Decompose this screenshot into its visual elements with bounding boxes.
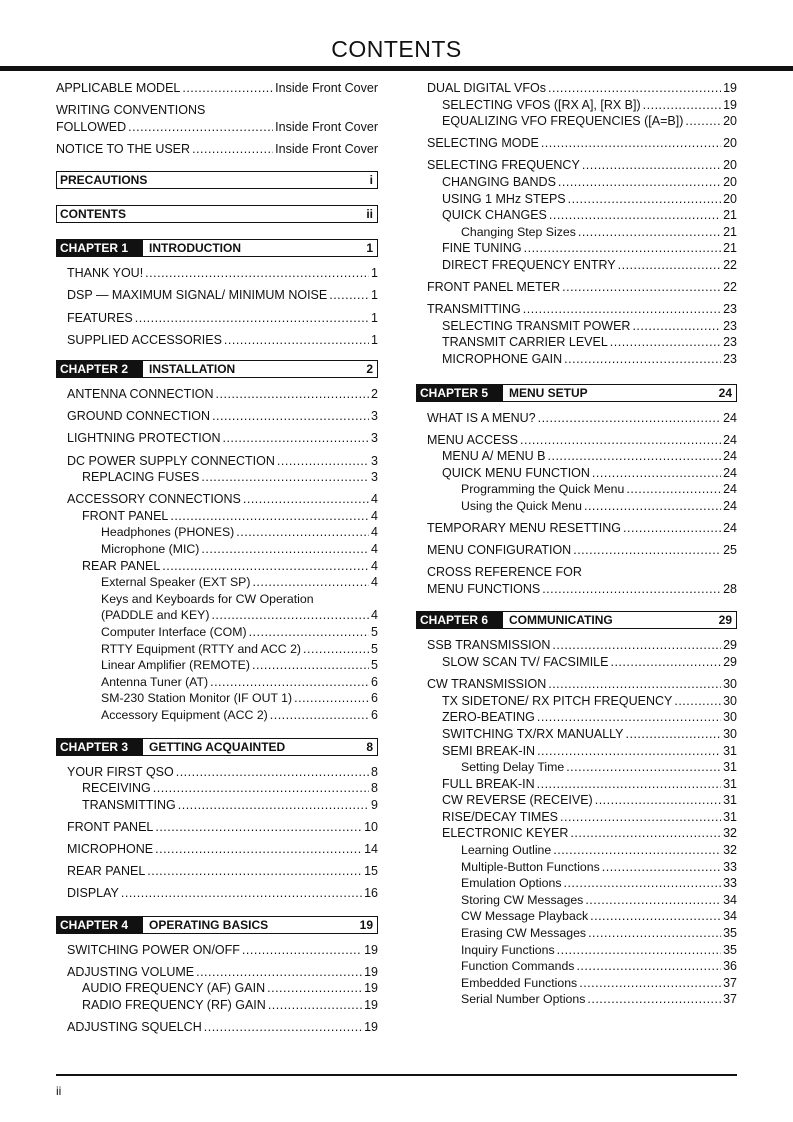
toc-entry[interactable]: SELECTING FREQUENCY ..... 20 (416, 157, 737, 174)
toc-entry[interactable]: SELECTING MODE ..... 20 (416, 135, 737, 152)
left-column (56, 80, 378, 1036)
toc-entry[interactable]: RISE/DECAY TIMES ..... 31 (416, 809, 737, 826)
toc-entry[interactable]: Programming the Quick Menu ..... 24 (416, 481, 737, 498)
toc-entry[interactable]: CW TRANSMISSION ..... 30 (416, 676, 737, 693)
chapter-6-header[interactable]: CHAPTER 6 COMMUNICATING 29 (416, 611, 737, 629)
toc-entry[interactable]: SM-230 Station Monitor (IF OUT 1) ..... 6 (56, 690, 378, 707)
toc-entry[interactable]: REPLACING FUSES ..... 3 (56, 469, 378, 486)
footer-rule (56, 1074, 737, 1076)
toc-entry[interactable]: Accessory Equipment (ACC 2) ..... 6 (56, 707, 378, 724)
toc-entry[interactable]: Computer Interface (COM) ..... 5 (56, 624, 378, 641)
chapter-2-header[interactable]: CHAPTER 2 INSTALLATION 2 (56, 360, 378, 378)
toc-entry[interactable]: SELECTING TRANSMIT POWER ..... 23 (416, 318, 737, 335)
toc-entry[interactable]: NOTICE TO THE USER ..... Inside Front Cover (56, 141, 378, 158)
toc-entry[interactable]: Changing Step Sizes ..... 21 (416, 224, 737, 241)
toc-entry[interactable]: DIRECT FREQUENCY ENTRY ..... 22 (416, 257, 737, 274)
toc-entry[interactable]: LIGHTNING PROTECTION ..... 3 (56, 430, 378, 447)
toc-entry[interactable]: QUICK MENU FUNCTION ..... 24 (416, 465, 737, 482)
toc-entry[interactable]: SWITCHING POWER ON/OFF ..... 19 (56, 942, 378, 959)
toc-entry[interactable]: WHAT IS A MENU? ..... 24 (416, 410, 737, 427)
toc-entry[interactable]: RECEIVING ..... 8 (56, 780, 378, 797)
chapter-4-header[interactable]: CHAPTER 4 OPERATING BASICS 19 (56, 916, 378, 934)
toc-entry[interactable]: Microphone (MIC) ..... 4 (56, 541, 378, 558)
toc-entry[interactable]: FRONT PANEL ..... 10 (56, 819, 378, 836)
toc-entry[interactable]: FEATURES ..... 1 (56, 310, 378, 327)
toc-entry[interactable]: TRANSMITTING ..... 9 (56, 797, 378, 814)
toc-entry[interactable]: TEMPORARY MENU RESETTING ..... 24 (416, 520, 737, 537)
toc-entry[interactable]: RTTY Equipment (RTTY and ACC 2) ..... 5 (56, 641, 378, 658)
contents-header[interactable]: CONTENTS ii (56, 205, 378, 223)
toc-entry[interactable]: Inquiry Functions ..... 35 (416, 942, 737, 959)
toc-entry[interactable]: Serial Number Options ..... 37 (416, 991, 737, 1008)
chapter-3-header[interactable]: CHAPTER 3 GETTING ACQUAINTED 8 (56, 738, 378, 756)
toc-entry[interactable]: Embedded Functions ..... 37 (416, 975, 737, 992)
toc-entry[interactable]: APPLICABLE MODEL ..... Inside Front Cover (56, 80, 378, 97)
toc-entry[interactable]: SWITCHING TX/RX MANUALLY ..... 30 (416, 726, 737, 743)
toc-entry[interactable]: Multiple-Button Functions ..... 33 (416, 859, 737, 876)
toc-entry[interactable]: CROSS REFERENCE FOR MENU FUNCTIONS ..... 28 (416, 564, 737, 597)
toc-entry[interactable]: Antenna Tuner (AT) ..... 6 (56, 674, 378, 691)
toc-entry[interactable]: CW Message Playback ..... 34 (416, 908, 737, 925)
toc-entry[interactable]: Linear Amplifier (REMOTE) ..... 5 (56, 657, 378, 674)
toc-entry[interactable]: FRONT PANEL ..... 4 (56, 508, 378, 525)
toc-entry[interactable]: MENU A/ MENU B ..... 24 (416, 448, 737, 465)
toc-entry[interactable]: TRANSMIT CARRIER LEVEL ..... 23 (416, 334, 737, 351)
chapter-5-header[interactable]: CHAPTER 5 MENU SETUP 24 (416, 384, 737, 402)
toc-entry[interactable]: DISPLAY ..... 16 (56, 885, 378, 902)
precautions-header[interactable]: PRECAUTIONS i (56, 171, 378, 189)
toc-entry[interactable]: DSP — MAXIMUM SIGNAL/ MINIMUM NOISE ..... 1 (56, 287, 378, 304)
toc-entry[interactable]: YOUR FIRST QSO ..... 8 (56, 764, 378, 781)
toc-entry[interactable]: Keys and Keyboards for CW Operation (PADDLE and KEY) ..... 4 (56, 591, 378, 624)
toc-entry[interactable]: Emulation Options ..... 33 (416, 875, 737, 892)
toc-entry[interactable]: Storing CW Messages ..... 34 (416, 892, 737, 909)
toc-entry[interactable]: MENU ACCESS ..... 24 (416, 432, 737, 449)
toc-entry[interactable]: QUICK CHANGES ..... 21 (416, 207, 737, 224)
toc-entry[interactable]: SLOW SCAN TV/ FACSIMILE ..... 29 (416, 654, 737, 671)
toc-entry[interactable]: FINE TUNING ..... 21 (416, 240, 737, 257)
toc-entry[interactable]: MICROPHONE GAIN ..... 23 (416, 351, 737, 368)
toc-entry[interactable]: Function Commands ..... 36 (416, 958, 737, 975)
toc-entry[interactable]: Headphones (PHONES) ..... 4 (56, 524, 378, 541)
toc-entry[interactable]: REAR PANEL ..... 4 (56, 558, 378, 575)
toc-entry[interactable]: MICROPHONE ..... 14 (56, 841, 378, 858)
page-title: CONTENTS (331, 36, 462, 62)
toc-entry[interactable]: MENU CONFIGURATION ..... 25 (416, 542, 737, 559)
toc-entry[interactable]: ZERO-BEATING ..... 30 (416, 709, 737, 726)
toc-entry[interactable]: ADJUSTING VOLUME ..... 19 (56, 964, 378, 981)
toc-entry[interactable]: THANK YOU! ..... 1 (56, 265, 378, 282)
toc-entry[interactable]: AUDIO FREQUENCY (AF) GAIN ..... 19 (56, 980, 378, 997)
toc-entry[interactable]: ELECTRONIC KEYER ..... 32 (416, 825, 737, 842)
toc-entry[interactable]: ANTENNA CONNECTION ..... 2 (56, 386, 378, 403)
toc-entry[interactable]: SEMI BREAK-IN ..... 31 (416, 743, 737, 760)
toc-entry[interactable]: ADJUSTING SQUELCH ..... 19 (56, 1019, 378, 1036)
toc-entry[interactable]: FRONT PANEL METER ..... 22 (416, 279, 737, 296)
chapter-1-header[interactable]: CHAPTER 1 INTRODUCTION 1 (56, 239, 378, 257)
toc-entry[interactable]: External Speaker (EXT SP) ..... 4 (56, 574, 378, 591)
toc-entry[interactable]: DUAL DIGITAL VFOs ..... 19 (416, 80, 737, 97)
toc-entry[interactable]: FULL BREAK-IN ..... 31 (416, 776, 737, 793)
toc-entry[interactable]: CHANGING BANDS ..... 20 (416, 174, 737, 191)
toc-entry[interactable]: CW REVERSE (RECEIVE) ..... 31 (416, 792, 737, 809)
toc-entry[interactable]: WRITING CONVENTIONS FOLLOWED ..... Inside Front Cover (56, 102, 378, 135)
toc-entry[interactable]: SELECTING VFOS ([RX A], [RX B]) ..... 19 (416, 97, 737, 114)
toc-entry[interactable]: REAR PANEL ..... 15 (56, 863, 378, 880)
toc-entry[interactable]: USING 1 MHz STEPS ..... 20 (416, 191, 737, 208)
right-column (416, 80, 737, 1008)
toc-entry[interactable]: TRANSMITTING ..... 23 (416, 301, 737, 318)
toc-entry[interactable]: RADIO FREQUENCY (RF) GAIN ..... 19 (56, 997, 378, 1014)
toc-entry[interactable]: ACCESSORY CONNECTIONS ..... 4 (56, 491, 378, 508)
toc-entry[interactable]: Setting Delay Time ..... 31 (416, 759, 737, 776)
title-rule (0, 66, 793, 71)
footer-page-number: ii (56, 1084, 62, 1098)
toc-entry[interactable]: DC POWER SUPPLY CONNECTION ..... 3 (56, 453, 378, 470)
toc-entry[interactable]: SUPPLIED ACCESSORIES ..... 1 (56, 332, 378, 349)
toc-entry[interactable]: GROUND CONNECTION ..... 3 (56, 408, 378, 425)
toc-entry[interactable]: Learning Outline ..... 32 (416, 842, 737, 859)
toc-entry[interactable]: Erasing CW Messages ..... 35 (416, 925, 737, 942)
toc-entry[interactable]: EQUALIZING VFO FREQUENCIES ([A=B]) ..... 20 (416, 113, 737, 130)
toc-entry[interactable]: Using the Quick Menu ..... 24 (416, 498, 737, 515)
toc-entry[interactable]: TX SIDETONE/ RX PITCH FREQUENCY ..... 30 (416, 693, 737, 710)
toc-entry[interactable]: SSB TRANSMISSION ..... 29 (416, 637, 737, 654)
